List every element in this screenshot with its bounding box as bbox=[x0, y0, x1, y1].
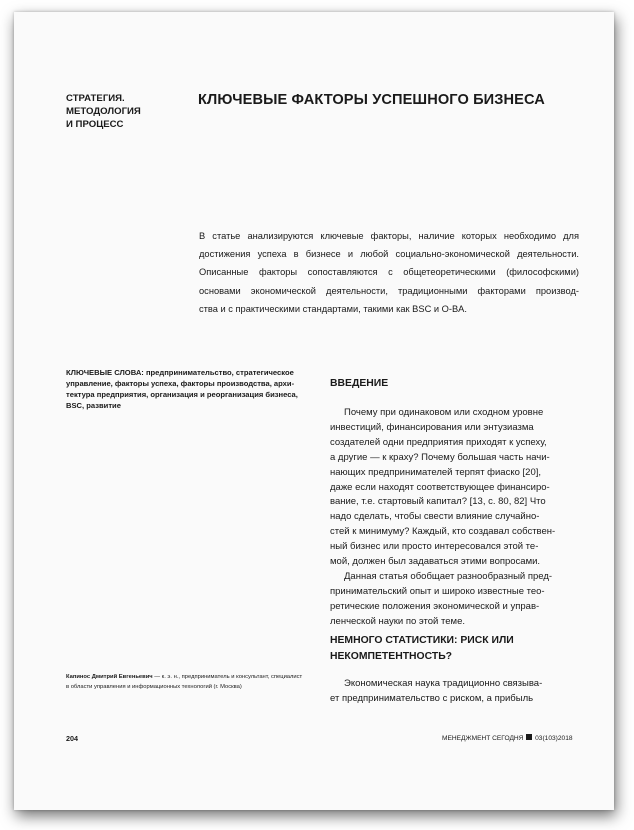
body-line: а другие — к краху? Почему большая часть начи- bbox=[330, 451, 550, 463]
keywords-line: КЛЮЧЕВЫЕ СЛОВА: предпринимательство, стратегическое bbox=[66, 368, 294, 377]
page-number: 204 bbox=[66, 734, 78, 743]
stats-paragraph bbox=[330, 677, 580, 707]
section-label bbox=[66, 92, 141, 131]
body-line: даже если находят соответствующее финансиро- bbox=[330, 481, 550, 493]
square-icon bbox=[526, 734, 532, 740]
body-line: ленческой науки по этой теме. bbox=[330, 615, 465, 627]
intro-heading-text: ВВЕДЕНИЕ bbox=[330, 378, 389, 389]
author-name: Капинос Дмитрий Евгеньевич bbox=[66, 674, 153, 680]
author-info bbox=[66, 673, 302, 692]
article-title: КЛЮЧЕВЫЕ ФАКТОРЫ УСПЕШНОГО БИЗНЕСА bbox=[198, 92, 545, 108]
intro-heading bbox=[330, 376, 388, 392]
keywords-line: управление, факторы успеха, факторы производства, архи- bbox=[66, 379, 295, 388]
keywords-line: BSC, развитие bbox=[66, 401, 121, 410]
body-line: создателей одни предприятия приходят к успеху, bbox=[330, 436, 547, 448]
abstract-line: основами экономической деятельности, традиционными факторами производ- bbox=[199, 285, 579, 296]
body-line: Данная статья обобщает разнообразный пред- bbox=[344, 570, 553, 582]
abstract-line: ства и с практическими стандартами, такими как BSC и O-BA. bbox=[199, 303, 467, 314]
body-line: инвестиций, финансирования или энтузиазма bbox=[330, 421, 534, 433]
body-line: вание, т.е. стартовый капитал? [13, с. 80, 82] Что bbox=[330, 496, 546, 508]
author-description: — к. э. н., предприниматель и консультант, специалист bbox=[152, 674, 303, 680]
body-line: Экономическая наука традиционно связыва- bbox=[344, 678, 543, 689]
stats-heading bbox=[330, 633, 514, 665]
abstract-line: Описанные факторы сопоставляются с общетеоретическими (философскими) bbox=[199, 267, 579, 278]
body-line: ный бизнес или просто интересовался этой те- bbox=[330, 541, 539, 553]
body-line: ет предпринимательство с риском, а прибыль bbox=[330, 692, 534, 704]
author-description-line: в области управления и информационных технологий (г. Москва) bbox=[66, 683, 242, 690]
body-line: надо сделать, чтобы свести влияние случайно- bbox=[330, 511, 540, 523]
keywords bbox=[66, 367, 316, 411]
journal-name: МЕНЕДЖМЕНТ СЕГОДНЯ bbox=[442, 735, 524, 742]
section-label-line: МЕТОДОЛОГИЯ bbox=[66, 106, 141, 117]
abstract bbox=[199, 227, 579, 318]
body-line: Почему при одинаковом или сходном уровне bbox=[344, 407, 544, 418]
stats-heading-line: НЕМНОГО СТАТИСТИКИ: РИСК ИЛИ bbox=[330, 635, 514, 646]
keywords-line: тектура предприятия, организация и реорганизация бизнеса, bbox=[66, 390, 298, 399]
section-label-line: И ПРОЦЕСС bbox=[66, 119, 124, 130]
intro-paragraphs bbox=[330, 406, 580, 630]
journal-footer bbox=[442, 734, 573, 742]
journal-issue: 03(103)2018 bbox=[535, 735, 573, 742]
body-line: нающих предпринимателей терпят фиаско [20], bbox=[330, 466, 542, 478]
stats-heading-line: НЕКОМПЕТЕНТНОСТЬ? bbox=[330, 651, 453, 662]
abstract-line: В статье анализируются ключевые факторы, наличие которых необходимо для bbox=[199, 231, 579, 241]
body-line: ретические положения экономической и управ- bbox=[330, 600, 540, 612]
body-line: принимательский опыт и широко известные тео- bbox=[330, 585, 545, 597]
body-line: мой, должен был задаваться этими вопросами. bbox=[330, 556, 541, 568]
body-line: стей к минимуму? Каждый, кто создавал собствен- bbox=[330, 526, 556, 538]
section-label-line: СТРАТЕГИЯ. bbox=[66, 93, 125, 104]
abstract-line: достижения успеха в бизнесе и любой социально-экономической деятельности. bbox=[199, 249, 579, 260]
